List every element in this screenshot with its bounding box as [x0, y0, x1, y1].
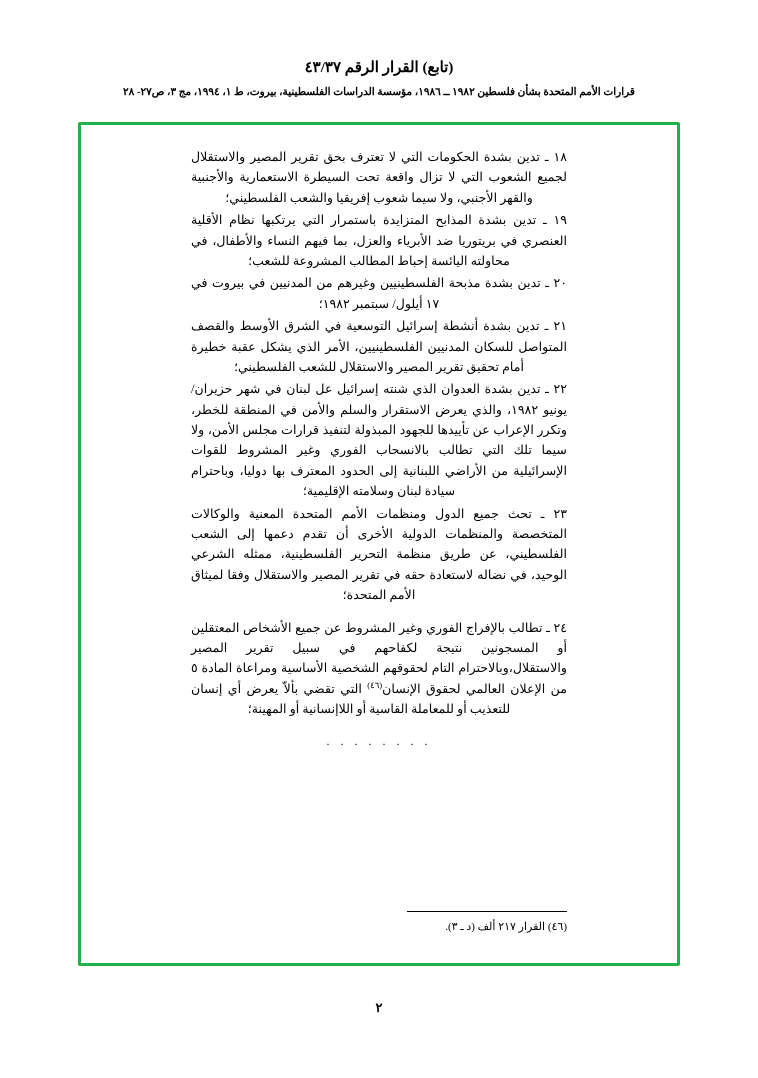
paragraph-22: ٢٢ ـ تدين بشدة العدوان الذي شنته إسرائيل عل لبنان في شهر حزيران/يونيو ١٩٨٢، والذي يعرض الاستقرار والسلم والأمن في المنطقة للخطر، وتكرر الإعراب عن تأييدها للجهود المبذولة لتنفيذ قرارات مجلس الأمن، ولا سيما تلك التي تطالب بالانسحاب الفوري وغير المشروط للقوات الإسرائيلية من الأراضي اللبنانية إلى الحدود المعترف بها دوليا، وباحترام سيادة لبنان وسلامته الإقليمية؛	[191, 382, 567, 499]
paragraph-24-text-after-note: التي تقضي بألاّ يعرض أي إنسان للتعذيب أو للمعاملة القاسية أو اللاإنسانية أو المهينة؛	[191, 681, 511, 717]
paragraph-21: ٢١ ـ تدين بشدة أنشطة إسرائيل التوسعية في الشرق الأوسط والقصف المتواصل للسكان المدنيين الفلسطينيين، الأمر الذي يشكل عقبة خطيرة أمام تحقيق تقرير المصير والاستقلال للشعب الفلسطيني؛	[191, 319, 567, 374]
page-number: ٢	[375, 1000, 383, 1015]
footnote-reference-marker: (٤٦)	[367, 679, 383, 690]
section-separator-dots: . . . . . . . .	[326, 733, 432, 748]
page-title: (تابع) القرار الرقم ٤٣/٣٧	[304, 60, 454, 76]
paragraph-23: ٢٣ ـ تحث جميع الدول ومنظمات الأمم المتحدة المعنية والوكالات المتخصصة والمنظمات الدولية الأخرى أن تقدم دعمها إلى الشعب الفلسطيني، عن طريق منظمة التحرير الفلسطينية، ممثله الشرعي الوحيد، في نضاله لاستعادة حقه في تقرير المصير والاستقلال وفقا لميثاق الأمم المتحدة؛	[191, 506, 567, 603]
page-source-line: قرارات الأمم المتحدة بشأن فلسطين ١٩٨٢ ــ ١٩٨٦، مؤسسة الدراسات الفلسطينية، بيروت، ط ١، ١٩٩٤، مج ٣، ص٢٧- ٢٨	[123, 87, 635, 98]
paragraph-24-text-before-note: ٢٤ ـ تطالب بالإفراج الفوري وغير المشروط عن جميع الأشخاص المعتقلين أو المسجونين نتيجة لكفاحهم في سبيل تقرير المصير والاستقلال،وبالاحترام التام لحقوقهم الشخصية الأساسية ومراعاة المادة ٥ من الإعلان العالمي لحقوق الإنسان	[191, 620, 567, 696]
footnote-divider	[407, 911, 567, 912]
content-frame	[78, 122, 680, 966]
footnote-text: (٤٦) القرار ٢١٧ ألف (د ـ ٣).	[445, 921, 567, 933]
paragraph-24	[191, 618, 567, 720]
paragraph-19: ١٩ ـ تدين بشدة المذابح المتزايدة باستمرار التي يرتكبها نظام الأقلية العنصري في بريتوريا ضد الأبرياء والعزل، بما فيهم النساء والأطفال، في محاولته اليائسة إحباط المطالب المشروعة للشعب؛	[191, 213, 567, 268]
content-body	[191, 147, 567, 949]
paragraph-20: ٢٠ ـ تدين بشدة مذبحة الفلسطينيين وغيرهم من المدنيين في بيروت في ١٧ أيلول/ سبتمبر ١٩٨٢؛	[191, 276, 567, 311]
page-header	[0, 0, 758, 98]
paragraph-18: ١٨ ـ تدين بشدة الحكومات التي لا تعترف بحق تقرير المصير والاستقلال لجميع الشعوب التي لا تزال واقعة تحت السيطرة الاستعمارية والأجنبية والقهر الأجنبي، ولا سيما شعوب إفريقيا والشعب الفلسطيني؛	[191, 150, 567, 205]
footnote-area	[191, 911, 567, 933]
